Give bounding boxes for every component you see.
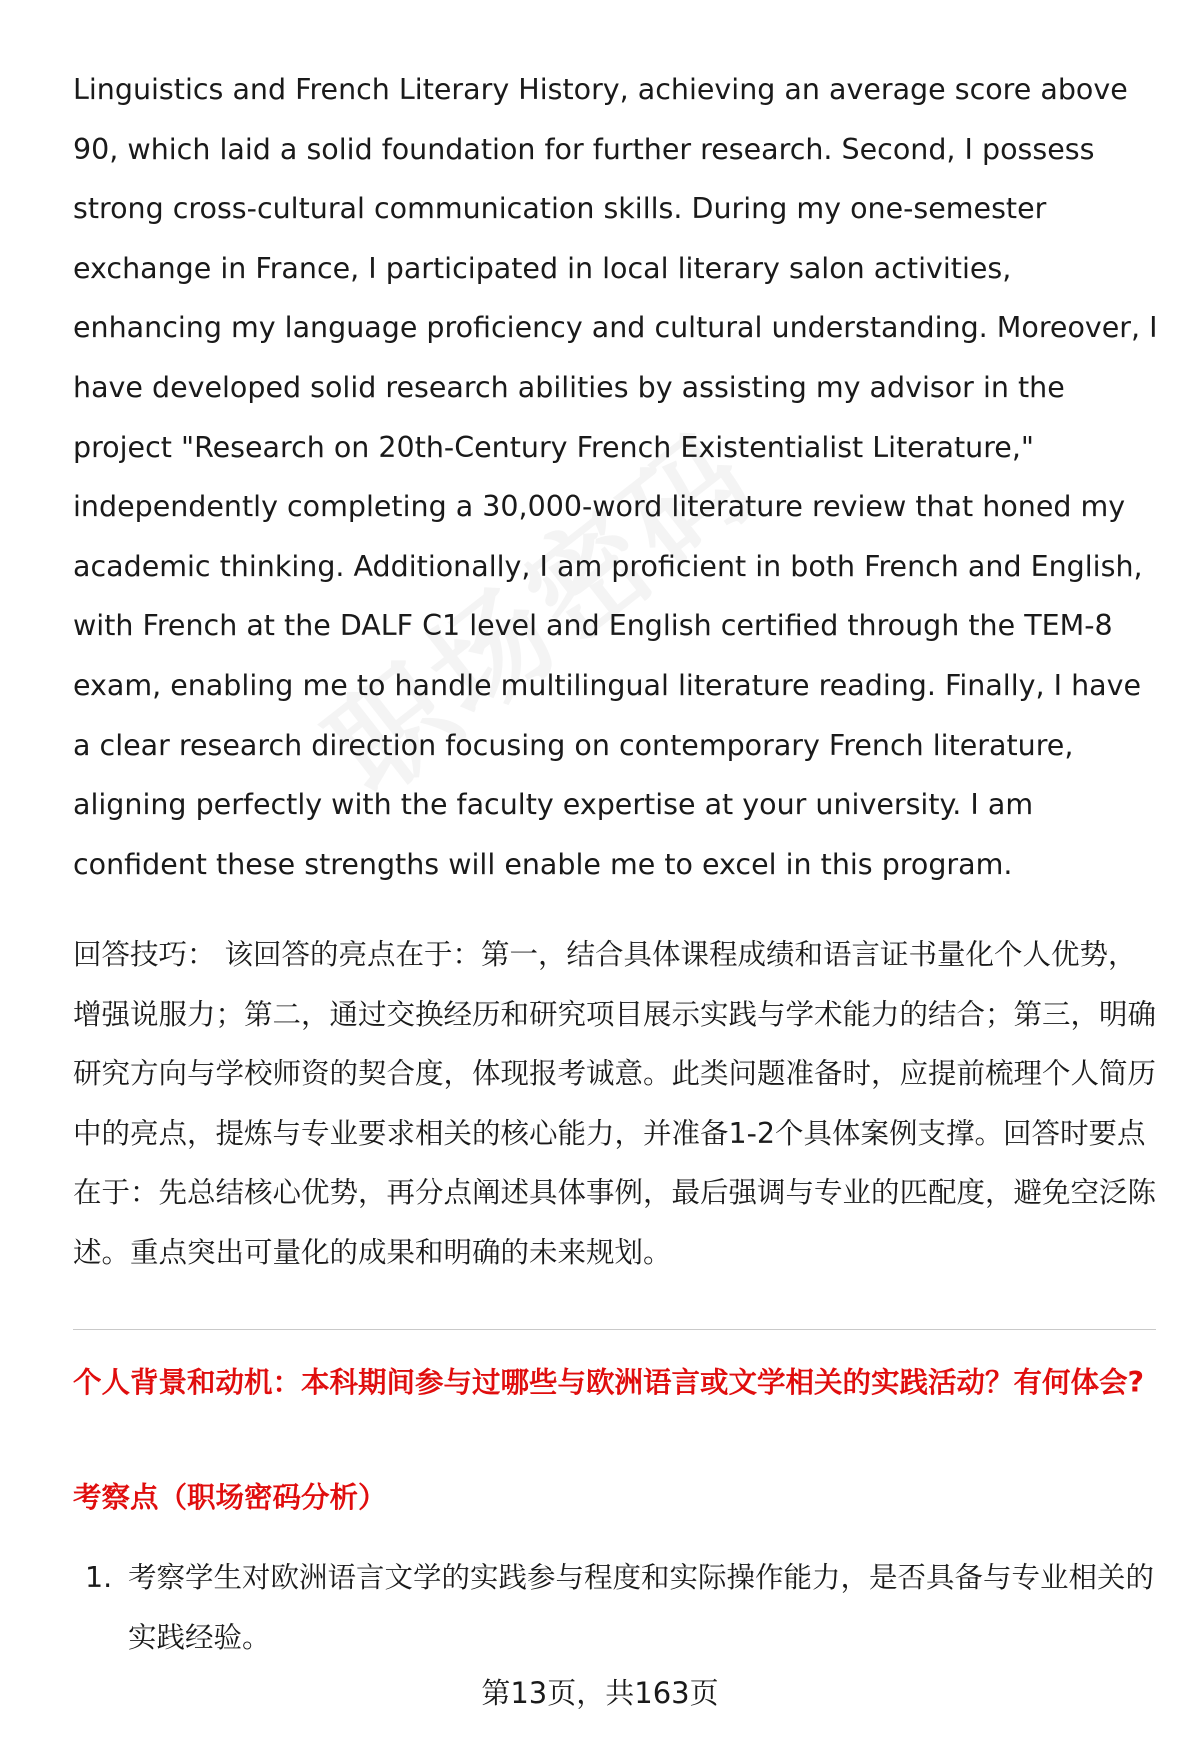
- answer-tips-paragraph: 回答技巧： 该回答的亮点在于：第一，结合具体课程成绩和语言证书量化个人优势，增强说服力；第二，通过交换经历和研究项目展示实践与学术能力的结合；第三，明确研究方向与学校师资的契合度，体现报考诚意。此类问题准备时，应提前梳理个人简历中的亮点，提炼与专业要求相关的核心能力，并准备1-2个具体案例支撑。回答时要点在于：先总结核心优势，再分点阐述具体事例，最后强调与专业的匹配度，避免空泛陈述。重点突出可量化的成果和明确的未来规划。: [73, 938, 1157, 1269]
- list-item-text: 考察学生对欧洲语言文学的实践参与程度和实际操作能力，是否具备与专业相关的实践经验。: [128, 1561, 1155, 1654]
- section-divider: [73, 1329, 1156, 1330]
- assessment-heading: 考察点（职场密码分析）: [73, 1481, 387, 1514]
- page-footer: 第13页，共163页: [481, 1676, 719, 1710]
- list-item: [73, 1548, 1163, 1667]
- list-item-number: 1.: [85, 1561, 113, 1594]
- answer-paragraph: Linguistics and French Literary History, achieving an average score above 90, which laid a solid foundation for further research. Second, I possess strong cross-cultural communication skills. During my one-semester exchange in France, I participated in local literary salon activities, enhancing my language proficiency and cultural understanding. Moreover, I have developed solid research abilities by assisting my advisor in the project "Research on 20th-Century French Existentialist Literature," independently completing a 30,000-word literature review that honed my academic thinking. Additionally, I am proficient in both French and English, with French at the DALF C1 level and English certified through the TEM-8 exam, enabling me to handle multilingual literature reading. Finally, I have a clear research direction focusing on contemporary French literature, aligning perfectly with the faculty expertise at your university. I am confident these strengths will enable me to excel in this program.: [73, 73, 1158, 881]
- assessment-points-list: [73, 1548, 1163, 1667]
- question-title: 个人背景和动机：本科期间参与过哪些与欧洲语言或文学相关的实践活动？有何体会?: [73, 1366, 1145, 1399]
